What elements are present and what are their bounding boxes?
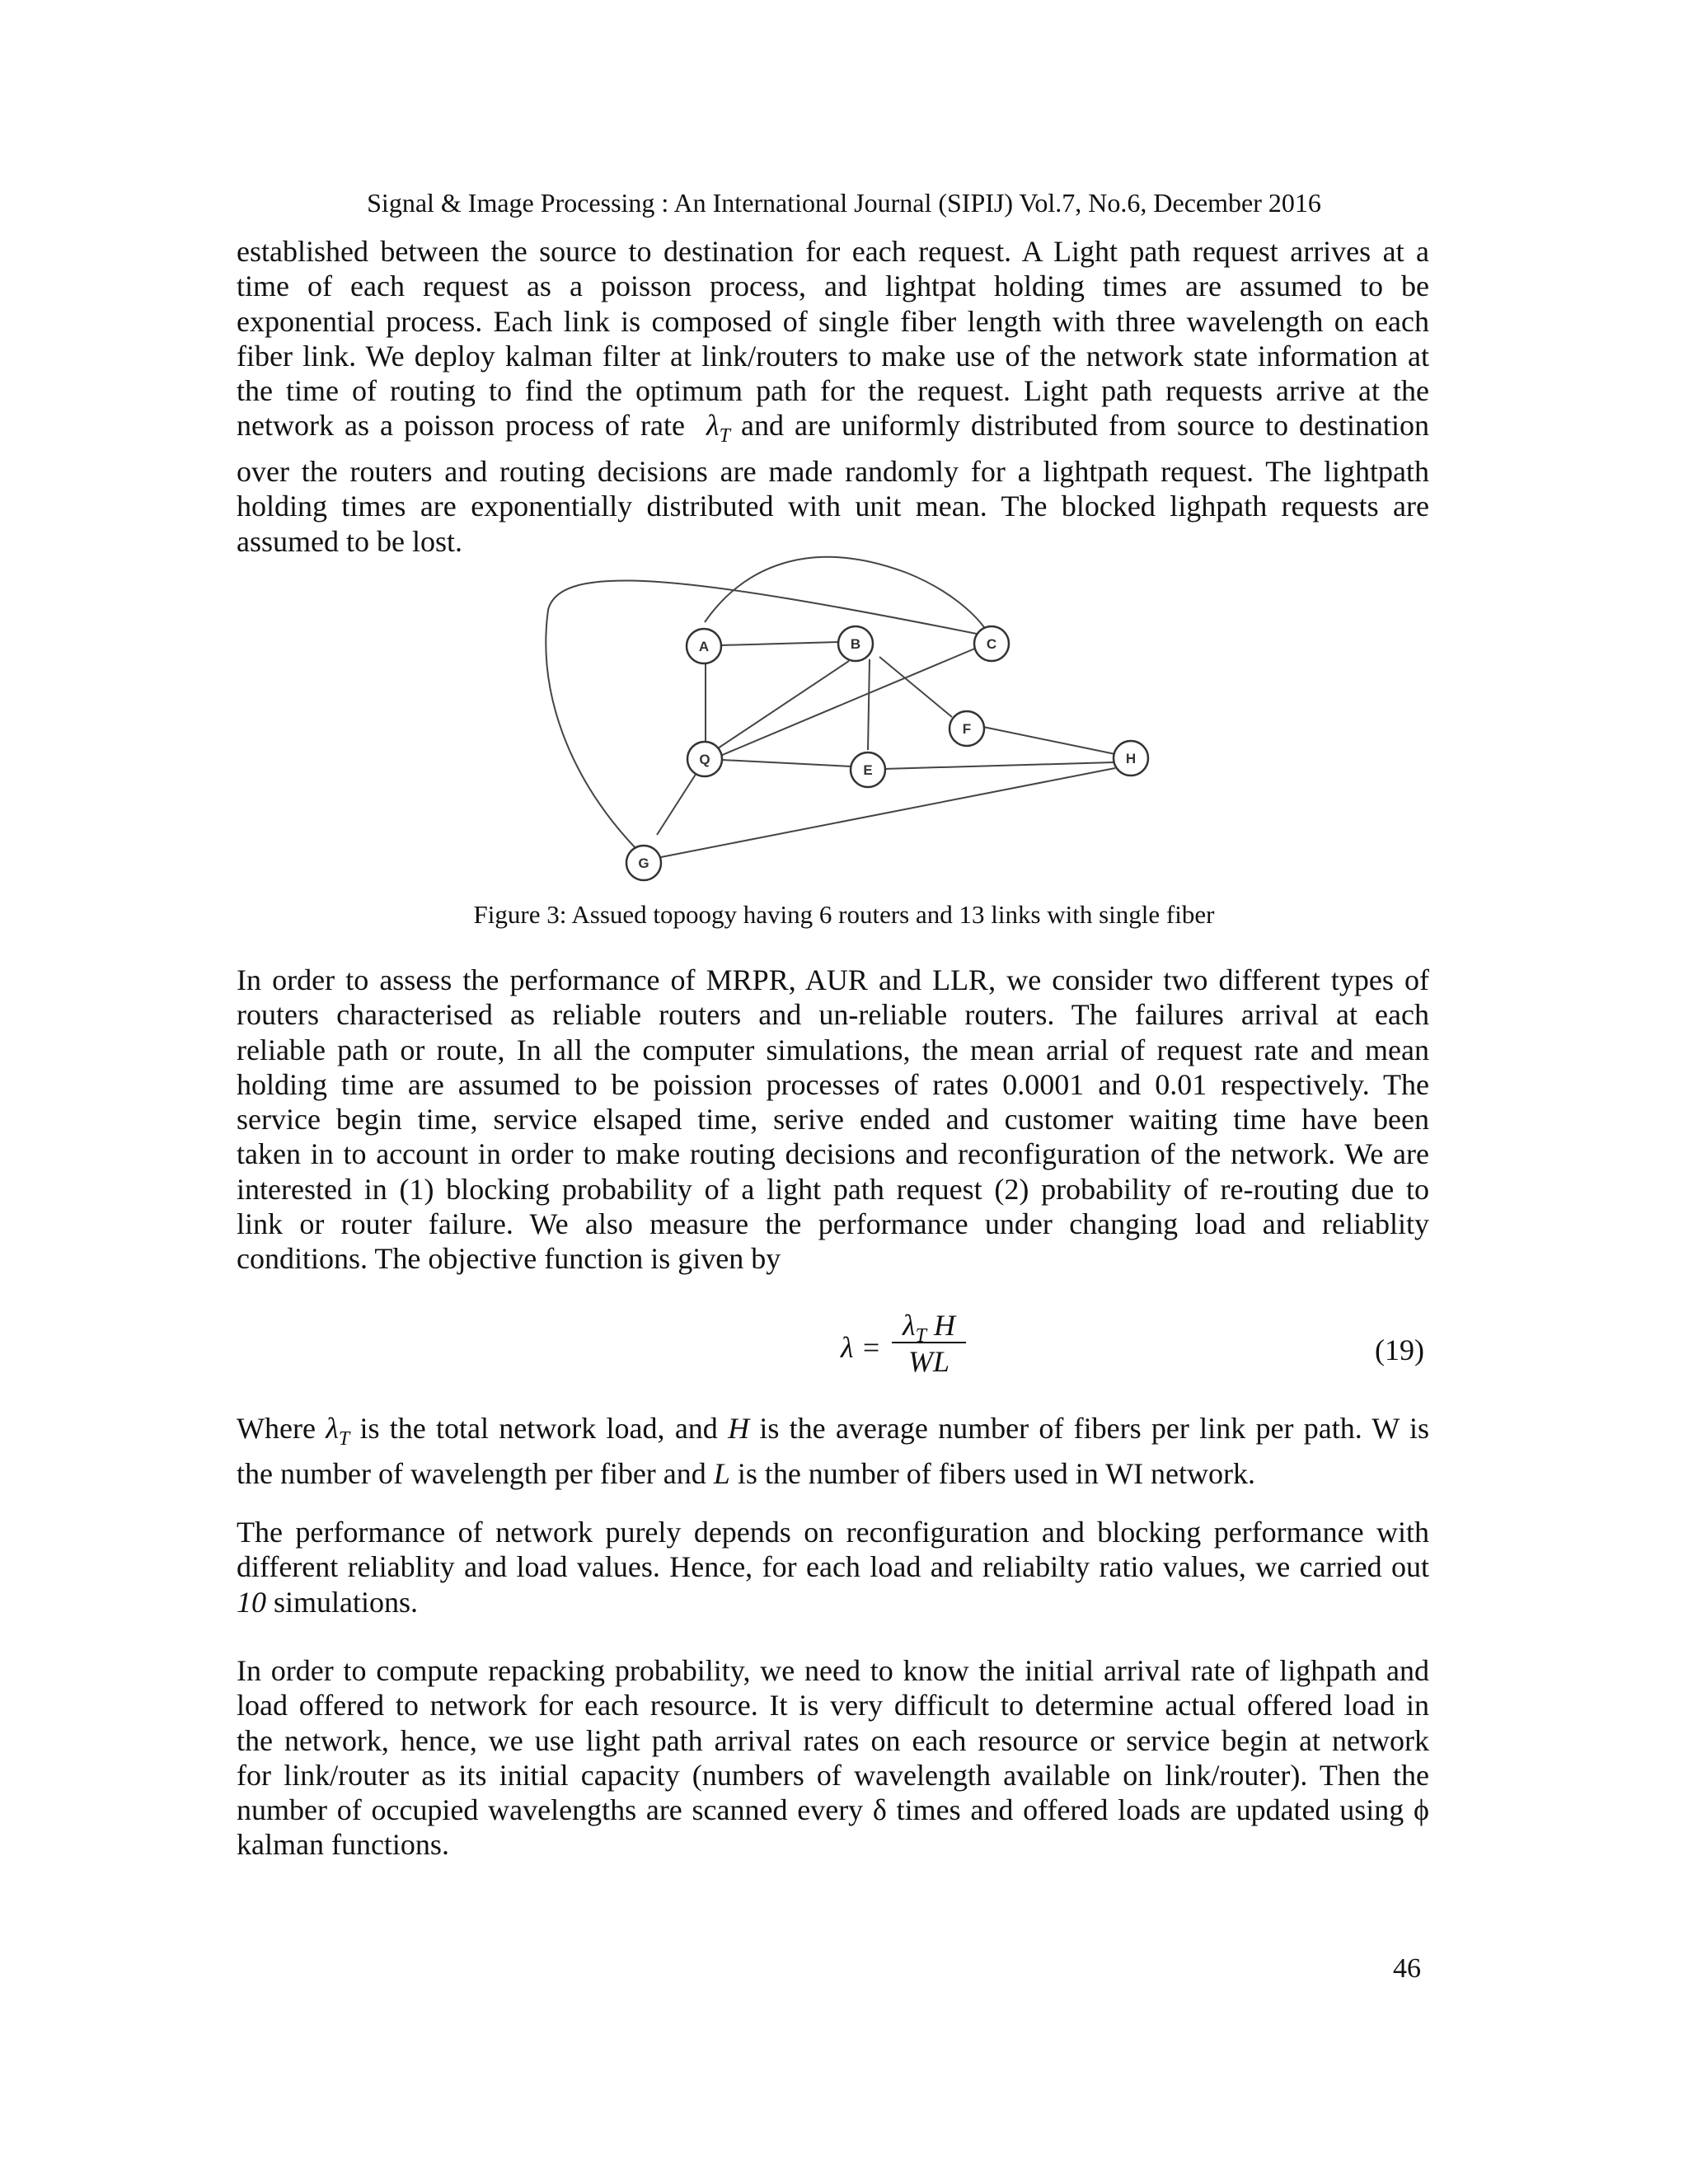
edge-A-C-curve bbox=[705, 557, 989, 635]
text-line: number of occupied wavelengths are scanned every δ times and offered loads are updated using ϕ bbox=[237, 1793, 1429, 1827]
node-label: G bbox=[638, 855, 649, 871]
router-node-Q bbox=[687, 742, 722, 776]
text-line: fiber link. We deploy kalman filter at link/routers to make use of the network state information at bbox=[237, 339, 1429, 373]
journal-header: Signal & Image Processing : An International Journal (SIPIJ) Vol.7, No.6, December 2016 bbox=[367, 188, 1321, 218]
lambda-symbol: λ bbox=[706, 409, 720, 443]
inline-text: and are uniformly distributed from source to destination bbox=[741, 409, 1429, 443]
edge-E-H bbox=[884, 762, 1114, 769]
equation-number: (19) bbox=[1375, 1333, 1424, 1366]
text-line: different reliablity and load values. Hence, for each load and reliabilty ratio values, we carried out bbox=[237, 1550, 1429, 1584]
text-line: holding time are assumed to be poission processes of rates 0.0001 and 0.01 respectively. The bbox=[237, 1067, 1429, 1101]
edge-C-Q bbox=[720, 648, 977, 756]
network-topology-figure bbox=[528, 544, 1203, 890]
text-line: established between the source to destination for each request. A Light path request arrives at a bbox=[237, 235, 1429, 268]
paragraph-2 bbox=[237, 963, 1429, 1277]
text-line bbox=[237, 408, 1429, 453]
text-line: kalman functions. bbox=[237, 1828, 449, 1862]
node-label: Q bbox=[699, 752, 710, 767]
text-line: In order to compute repacking probability, we need to know the initial arrival rate of lighpath and bbox=[237, 1654, 1429, 1687]
node-label: H bbox=[1125, 751, 1137, 766]
page-number: 46 bbox=[1393, 1953, 1421, 1984]
router-node-G bbox=[626, 846, 661, 880]
text-line: taken in to account in order to make routing decisions and reconfiguration of the network. We are bbox=[237, 1137, 1429, 1171]
text-line: routers characterised as reliable routers and un-reliable routers. The failures arrival at each bbox=[237, 998, 1429, 1032]
node-label: C bbox=[986, 636, 997, 652]
text-line: In order to assess the performance of MRPR, AUR and LLR, we consider two different types of bbox=[237, 963, 1429, 996]
equation-numerator: $\lambda_T$ H bbox=[892, 1309, 966, 1343]
router-node-C bbox=[974, 626, 1009, 661]
text-line: reliable path or route, In all the computer simulations, the mean arrial of request rate and mean bbox=[237, 1033, 1429, 1066]
router-node-F bbox=[950, 711, 984, 746]
text-line: 10 simulations. bbox=[237, 1585, 419, 1619]
router-node-H bbox=[1114, 741, 1148, 776]
text-line: the network, hence, we use light path arrival rates on each resource or service begin at network bbox=[237, 1723, 1429, 1757]
router-node-A bbox=[687, 629, 721, 663]
edge-Q-G bbox=[657, 773, 696, 835]
paragraph-1 bbox=[237, 234, 1429, 559]
equation-lhs: λ = bbox=[841, 1331, 881, 1364]
equation-denominator: WL bbox=[907, 1345, 950, 1378]
edge-A-B bbox=[720, 642, 838, 645]
text-line: assumed to be lost. bbox=[237, 524, 462, 558]
edge-B-F bbox=[879, 657, 952, 717]
lambda-symbol: λ bbox=[326, 1412, 339, 1445]
text-line: load offered to network for each resource. It is very difficult to determine actual offered load in bbox=[237, 1689, 1429, 1722]
paragraph-3 bbox=[237, 1411, 1429, 1492]
figure-caption: Figure 3: Assued topoogy having 6 routers and 13 links with single fiber bbox=[473, 900, 1215, 929]
node-label: F bbox=[962, 721, 972, 737]
edge-Q-E bbox=[722, 760, 851, 766]
node-label: A bbox=[698, 639, 710, 654]
node-label: E bbox=[863, 762, 873, 778]
equation-fraction bbox=[892, 1309, 966, 1378]
text-line: time of each request as a poisson process, and lightpat holding times are assumed to be bbox=[237, 269, 1429, 303]
edge-G-H bbox=[661, 768, 1115, 857]
paragraph-4 bbox=[237, 1515, 1429, 1619]
router-node-B bbox=[838, 626, 873, 661]
edge-B-E bbox=[868, 659, 870, 750]
text-line: service begin time, service elsaped time, serive ended and customer waiting time have been bbox=[237, 1103, 1429, 1137]
text-line: holding times are exponentially distributed with unit mean. The blocked lighpath requests are bbox=[237, 490, 1429, 523]
edge-B-Q bbox=[715, 661, 849, 750]
text-line: interested in (1) blocking probability of a light path request (2) probability of re-routing due to bbox=[237, 1172, 1429, 1206]
text-line: The performance of network purely depends on reconfiguration and blocking performance with bbox=[237, 1516, 1429, 1549]
router-node-E bbox=[851, 752, 885, 787]
text-line: over the routers and routing decisions are made randomly for a lightpath request. The lightpath bbox=[237, 454, 1429, 488]
text-line: for link/router as its initial capacity (numbers of wavelength available on link/router). Then the bbox=[237, 1758, 1429, 1792]
text-line: conditions. The objective function is given by bbox=[237, 1242, 781, 1276]
inline-text: network as a poisson process of rate bbox=[237, 409, 685, 443]
text-line: the time of routing to find the optimum path for the request. Light path requests arrive at the bbox=[237, 374, 1429, 408]
subscript: T bbox=[719, 425, 730, 448]
paragraph-5 bbox=[237, 1653, 1429, 1863]
text-line: the number of wavelength per fiber and L is the number of fibers used in WI network. bbox=[237, 1457, 1256, 1491]
text-line: Where $\lambda_T$ is the total network load, and H is the average number of fibers per link per path. W is bbox=[237, 1412, 1429, 1451]
edge-F-H bbox=[983, 727, 1115, 754]
text-line: link or router failure. We also measure the performance under changing load and reliablity bbox=[237, 1207, 1429, 1241]
node-label: B bbox=[850, 636, 861, 652]
text-line: exponential process. Each link is composed of single fiber length with three wavelength on each bbox=[237, 304, 1429, 338]
